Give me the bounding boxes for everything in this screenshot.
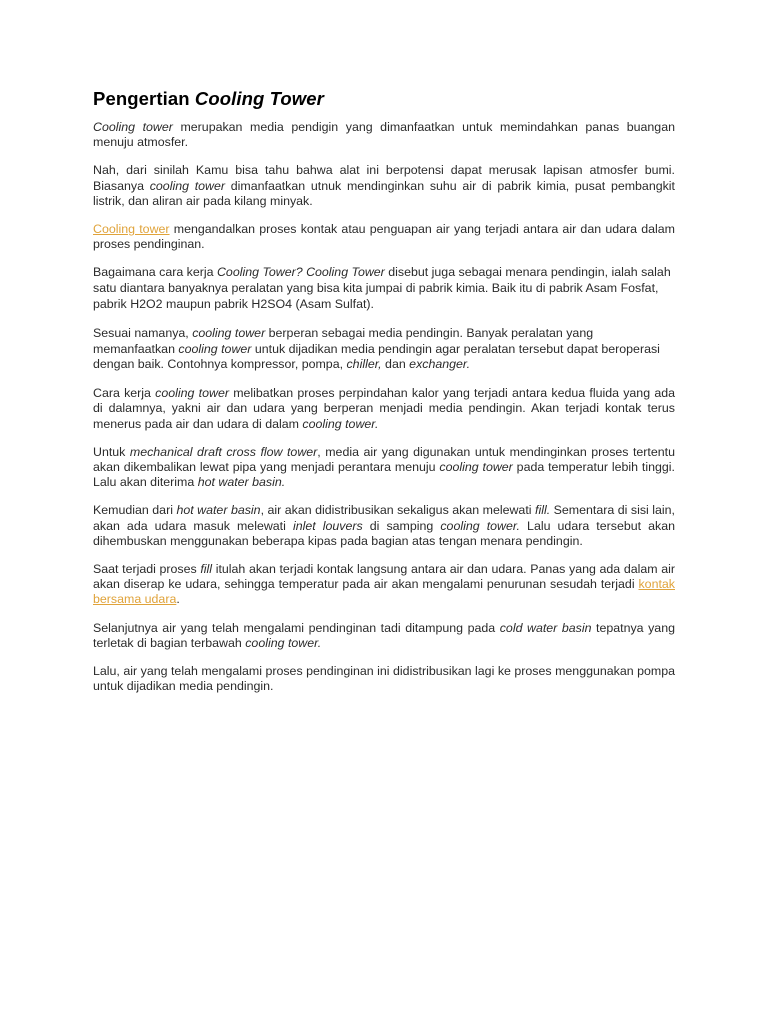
text: berperan sebagai media pendingin. Banyak peralatan yang memanfaatkan: [93, 325, 594, 356]
term: inlet louvers: [292, 518, 363, 533]
paragraph-7: [93, 445, 675, 491]
paragraph-5: [93, 326, 675, 373]
text: itulah akan terjadi kontak langsung antara air dan udara. Panas yang ada dalam air akan diserap ke udara, sehingga temperatur pada air akan mengalami penurunan sesudah terjadi: [93, 562, 675, 592]
text: tepatnya yang terletak di bagian terbawah: [93, 620, 675, 650]
text: Lalu, air yang telah mengalami proses pendinginan ini didistribusikan lagi ke proses menggunakan pompa untuk dijadikan media pendingin.: [93, 664, 675, 694]
term: hot water basin: [176, 503, 261, 518]
paragraph-10: [93, 621, 675, 651]
text: Saat terjadi proses: [93, 562, 201, 577]
term: cooling tower.: [302, 416, 379, 431]
term: cooling tower: [149, 178, 226, 193]
text: untuk dijadikan media pendingin agar peralatan tersebut dapat beroperasi dengan baik. Contohnya kompressor, pompa,: [93, 341, 660, 372]
text: mengandalkan proses kontak atau penguapan air yang terjadi antara air dan udara dalam proses pendinginan.: [93, 222, 675, 252]
text: Bagaimana cara kerja: [93, 265, 217, 280]
text: merupakan media pendigin yang dimanfaatkan untuk memindahkan panas buangan menuju atmosfer.: [93, 120, 675, 150]
text: Untuk: [93, 444, 130, 459]
term: Cooling tower: [93, 120, 173, 134]
paragraph-4: [93, 265, 675, 312]
term: cooling tower: [439, 460, 513, 475]
term: cold water basin: [499, 620, 592, 635]
text: disebut juga sebagai menara pendingin, ialah salah satu diantara banyaknya peralatan yang bisa kita jumpai di pabrik kimia. Baik itu di pabrik Asam Fosfat, pabrik H2O2 maupun pabrik H2SO4 (Asam Sulfat).: [93, 265, 671, 312]
title-text: Pengertian: [93, 88, 195, 109]
text: Lalu udara tersebut akan dihembuskan menggunakan beberapa kipas pada bagian atas tengan menara pendingin.: [93, 518, 675, 548]
kontak-bersama-udara-link[interactable]: kontak bersama udara: [93, 577, 675, 607]
term: Cooling Tower? Cooling Tower: [216, 265, 385, 280]
term: hot water basin.: [197, 475, 286, 490]
text: melibatkan proses perpindahan kalor yang terjadi antara kedua fluida yang ada di dalamnya, yakni air dan udara yang berperan menjadi media pendingin. Akan terjadi kontak terus menerus pada air dan udara di dalam: [93, 386, 675, 431]
term: cooling tower.: [245, 635, 322, 650]
paragraph-3: [93, 222, 675, 252]
term: chiller,: [346, 357, 382, 372]
paragraph-9: [93, 562, 675, 608]
text: Sementara di sisi lain, akan ada udara masuk melewati: [93, 503, 675, 533]
page-title: [93, 88, 675, 110]
paragraph-1: [93, 120, 675, 150]
term: mechanical draft cross flow tower: [129, 444, 318, 459]
text: , media air yang digunakan untuk mendinginkan proses tertentu akan dikembalikan lewat pipa yang menjadi perantara menuju: [93, 444, 675, 475]
cooling-tower-link[interactable]: Cooling tower: [93, 222, 170, 237]
term: cooling tower: [178, 341, 252, 356]
term: cooling tower: [192, 325, 266, 340]
text: di samping: [362, 518, 441, 533]
term: exchanger.: [409, 357, 471, 372]
text: Nah, dari sinilah Kamu bisa tahu bahwa alat ini berpotensi dapat merusak lapisan atmosfer bumi. Biasanya: [93, 163, 675, 193]
text: Kemudian dari: [93, 503, 177, 518]
paragraph-2: [93, 163, 675, 209]
text: dimanfaatkan utnuk mendinginkan suhu air di pabrik kimia, pusat pembangkit listrik, dan aliran air pada kilang minyak.: [93, 178, 675, 208]
text: Selanjutnya air yang telah mengalami pendinginan tadi ditampung pada: [93, 620, 500, 635]
term: cooling tower: [155, 386, 229, 401]
paragraph-8: [93, 503, 675, 549]
paragraph-6: [93, 386, 675, 432]
text: Sesuai namanya,: [93, 325, 193, 340]
text: pada temperatur lebih tinggi. Lalu akan diterima: [93, 460, 675, 490]
text: dan: [381, 357, 410, 372]
document-page: [93, 88, 675, 707]
term: cooling tower.: [440, 518, 520, 533]
term: fill: [200, 562, 213, 577]
paragraph-11: [93, 664, 675, 694]
text: , air akan didistribusikan sekaligus akan melewati: [260, 503, 535, 518]
text: Cara kerja: [93, 386, 156, 401]
term: fill.: [535, 503, 551, 518]
title-italic-text: Cooling Tower: [194, 88, 324, 109]
text: .: [176, 592, 180, 607]
